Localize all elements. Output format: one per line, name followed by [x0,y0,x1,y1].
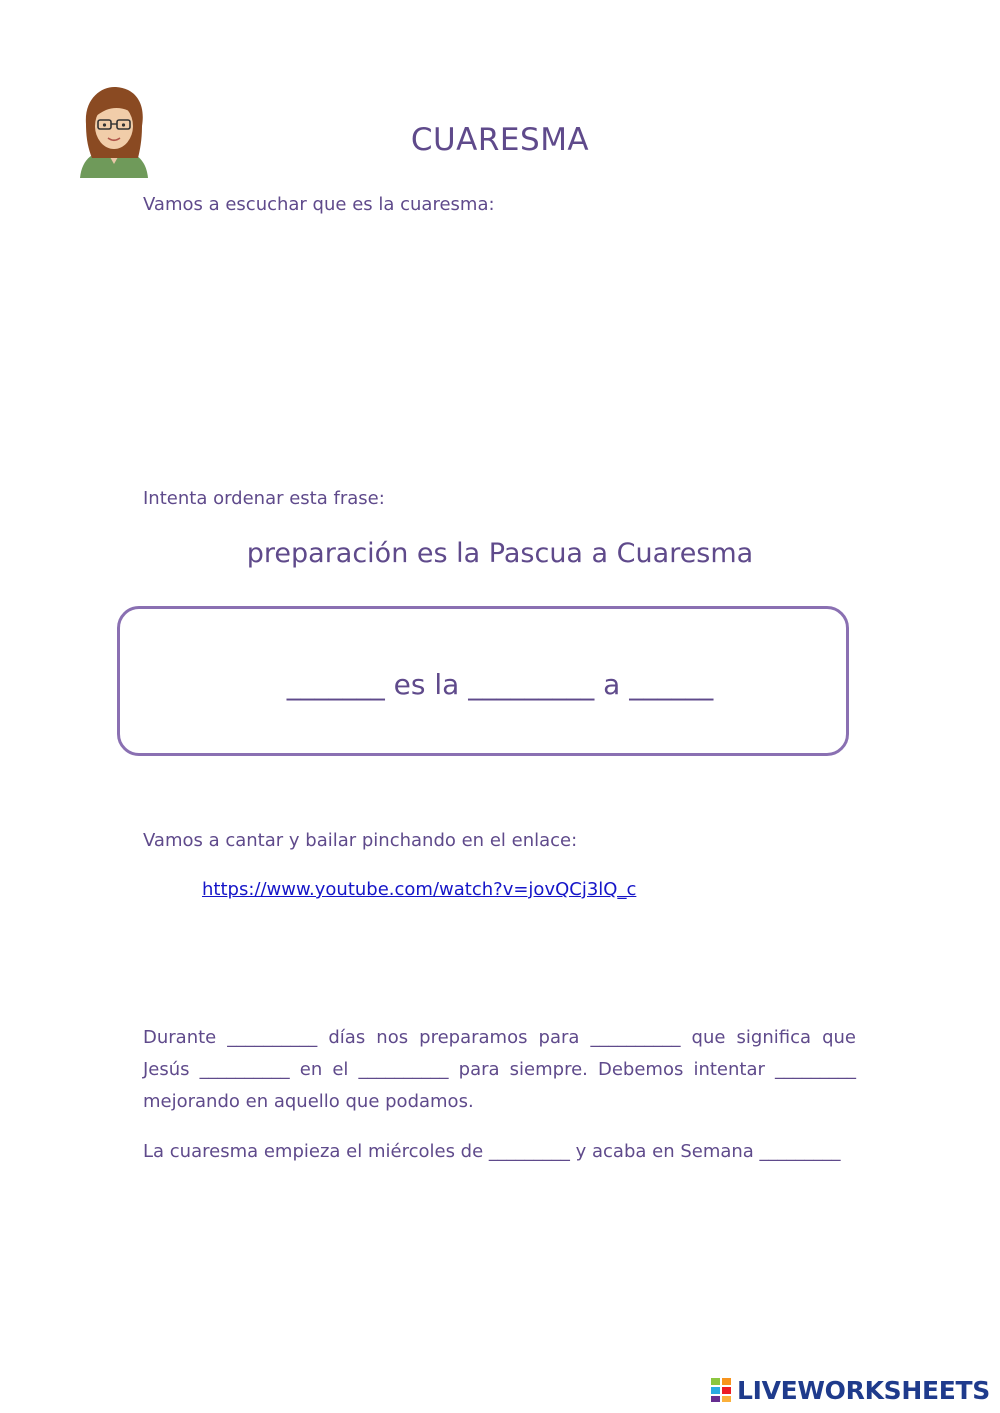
sing-text: Vamos a cantar y bailar pinchando en el enlace: [143,830,578,851]
intro-text: Vamos a escuchar que es la cuaresma: [143,194,495,215]
page-title: CUARESMA [410,122,590,158]
liveworksheets-logo [710,1375,990,1405]
order-instruction: Intenta ordenar esta frase: [143,488,385,509]
scrambled-sentence: preparación es la Pascua a Cuaresma [246,538,754,569]
video-link[interactable]: https://www.youtube.com/watch?v=jovQCj3lQ_c [202,879,637,900]
answer-line[interactable]: _______ es la _________ a ______ [286,668,714,701]
fill-in-paragraph-2[interactable]: La cuaresma empieza el miércoles de _________ y acaba en Semana _________ [143,1141,841,1162]
fill-in-paragraph-1[interactable]: Durante __________ días nos preparamos para __________ que significa que Jesús __________ en el __________ para siempre. Debemos intentar _________ mejorando en aquello que podamos. [143,1027,856,1112]
logo-icon [710,1377,734,1403]
brand-name: LIVEWORKSHEETS [736,1375,990,1405]
